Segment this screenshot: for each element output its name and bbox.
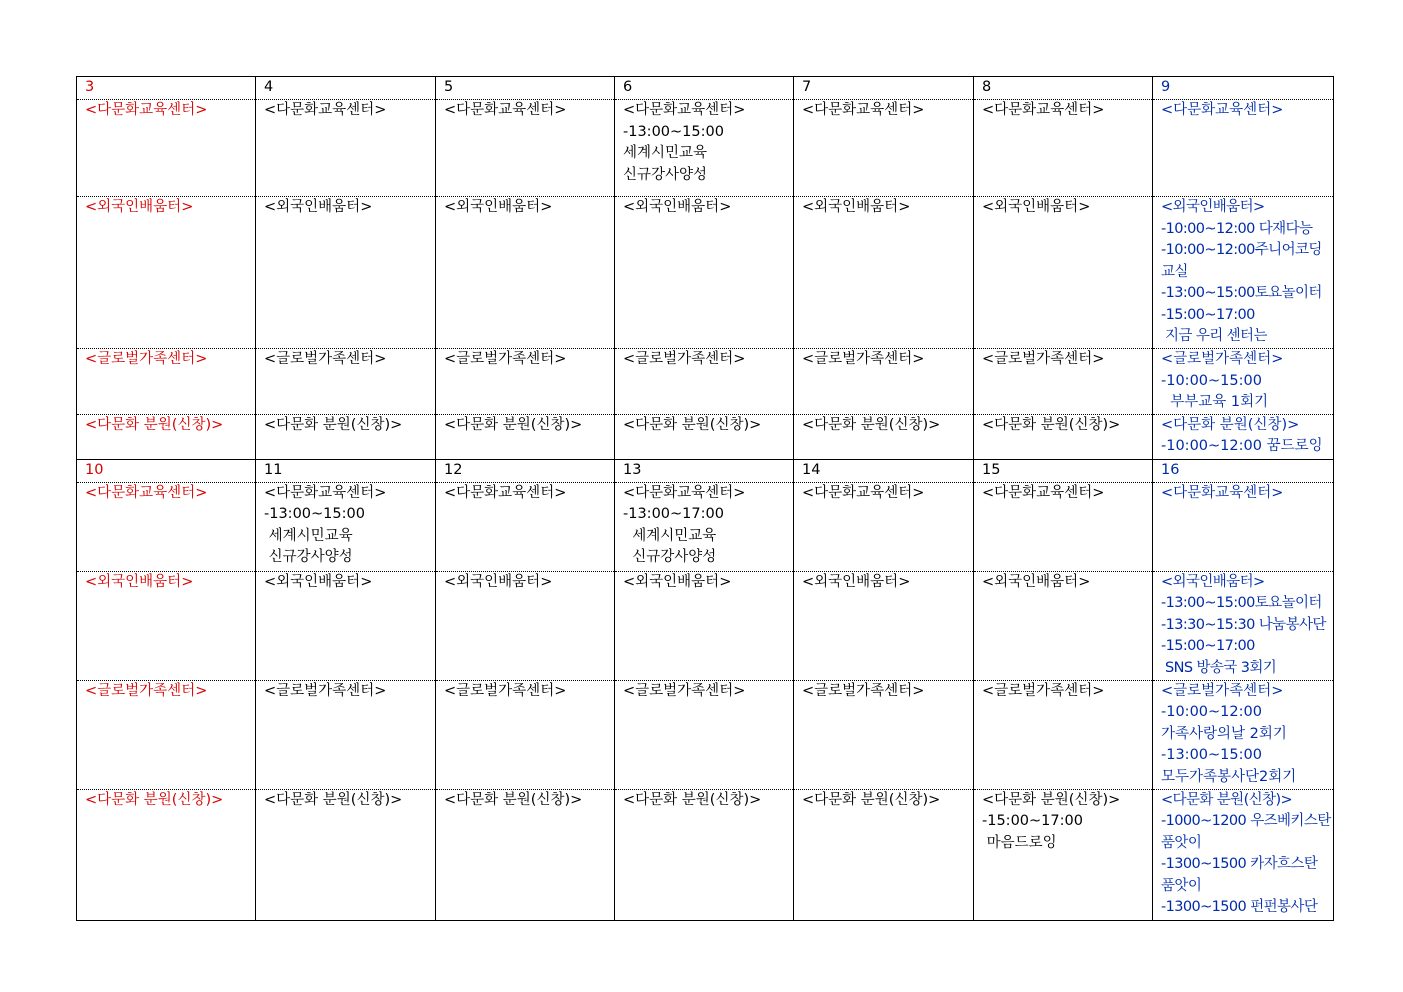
program-row bbox=[77, 680, 1334, 789]
schedule-cell bbox=[974, 680, 1153, 789]
schedule-cell bbox=[436, 789, 615, 920]
schedule-cell bbox=[77, 100, 256, 197]
program-title: <외국인배움터> bbox=[264, 573, 373, 590]
schedule-cell bbox=[615, 197, 794, 349]
program-title: <글로벌가족센터> bbox=[85, 351, 208, 367]
schedule-cell bbox=[794, 571, 974, 680]
program-title: <외국인배움터> bbox=[85, 573, 194, 590]
schedule-cell bbox=[1153, 680, 1334, 789]
program-title: <다문화교육센터> bbox=[444, 102, 567, 118]
schedule-cell bbox=[615, 680, 794, 789]
program-detail: 교실 bbox=[1161, 263, 1188, 280]
program-title: <다문화교육센터> bbox=[264, 102, 387, 118]
program-detail: -10:00~12:00주니어코딩 bbox=[1161, 242, 1322, 258]
schedule-cell bbox=[974, 414, 1153, 459]
program-title: <다문화 분원(신창)> bbox=[264, 416, 403, 433]
schedule-cell bbox=[77, 197, 256, 349]
schedule-cell bbox=[974, 571, 1153, 680]
date-cell: 5 bbox=[436, 77, 615, 100]
schedule-cell bbox=[256, 197, 436, 349]
program-title: <다문화 분원(신창)> bbox=[264, 791, 403, 808]
program-detail: -13:30~15:30 나눔봉사단 bbox=[1161, 616, 1326, 633]
program-title: <글로벌가족센터> bbox=[264, 682, 387, 699]
schedule-cell bbox=[436, 197, 615, 349]
schedule-cell bbox=[77, 414, 256, 459]
date-cell: 16 bbox=[1153, 459, 1334, 482]
program-detail: 신규강사양성 bbox=[623, 549, 717, 565]
schedule-cell bbox=[974, 789, 1153, 920]
program-detail: -13:00~15:00토요놀이터 bbox=[1161, 285, 1322, 301]
program-title: <다문화교육센터> bbox=[982, 484, 1105, 501]
schedule-cell bbox=[256, 571, 436, 680]
program-title: <다문화 분원(신창)> bbox=[85, 416, 224, 433]
program-detail: 신규강사양성 bbox=[623, 166, 708, 183]
program-detail: 부부교육 1회기 bbox=[1161, 394, 1269, 410]
program-title: <외국인배움터> bbox=[444, 573, 553, 590]
schedule-cell bbox=[77, 789, 256, 920]
schedule-cell bbox=[256, 100, 436, 197]
program-title: <다문화교육센터> bbox=[802, 484, 925, 501]
program-title: <다문화 분원(신창)> bbox=[444, 791, 583, 808]
program-row bbox=[77, 571, 1334, 680]
schedule-cell bbox=[256, 349, 436, 415]
program-detail: -13:00~15:00 bbox=[264, 506, 365, 522]
date-cell: 11 bbox=[256, 459, 436, 482]
program-detail: 마음드로잉 bbox=[982, 834, 1057, 851]
schedule-cell bbox=[436, 680, 615, 789]
schedule-cell bbox=[794, 482, 974, 571]
schedule-cell bbox=[1153, 414, 1334, 459]
date-cell: 6 bbox=[615, 77, 794, 100]
program-row bbox=[77, 197, 1334, 349]
program-title: <다문화 분원(신창)> bbox=[623, 416, 762, 433]
program-detail: -1000~1200 우즈베키스탄 bbox=[1161, 813, 1331, 829]
program-detail: 세계시민교육 bbox=[264, 527, 353, 544]
program-title: <다문화 분원(신창)> bbox=[1161, 791, 1293, 808]
schedule-cell bbox=[77, 571, 256, 680]
schedule-cell bbox=[615, 414, 794, 459]
program-title: <외국인배움터> bbox=[1161, 573, 1265, 590]
schedule-cell bbox=[974, 349, 1153, 415]
schedule-cell bbox=[1153, 571, 1334, 680]
schedule-cell bbox=[1153, 197, 1334, 349]
schedule-cell bbox=[974, 482, 1153, 571]
program-detail: -13:00~15:00 bbox=[1161, 747, 1262, 763]
schedule-cell bbox=[77, 482, 256, 571]
program-title: <다문화 분원(신창)> bbox=[85, 791, 224, 808]
program-detail: SNS 방송국 3회기 bbox=[1161, 659, 1277, 676]
date-cell: 13 bbox=[615, 459, 794, 482]
program-title: <글로벌가족센터> bbox=[982, 682, 1105, 699]
schedule-cell bbox=[1153, 100, 1334, 197]
program-title: <다문화교육센터> bbox=[623, 102, 746, 118]
program-detail: 품앗이 bbox=[1161, 834, 1202, 851]
program-title: <다문화교육센터> bbox=[1161, 484, 1284, 501]
schedule-cell bbox=[256, 789, 436, 920]
program-title: <외국인배움터> bbox=[623, 573, 732, 590]
program-detail: -10:00~15:00 bbox=[1161, 372, 1262, 389]
schedule-cell bbox=[794, 349, 974, 415]
program-title: <다문화교육센터> bbox=[85, 484, 208, 501]
schedule-cell bbox=[77, 680, 256, 789]
program-title: <외국인배움터> bbox=[1161, 199, 1265, 215]
program-title: <글로벌가족센터> bbox=[1161, 351, 1284, 367]
schedule-cell bbox=[794, 197, 974, 349]
program-row bbox=[77, 789, 1334, 920]
program-title: <다문화교육센터> bbox=[264, 484, 387, 501]
program-row bbox=[77, 349, 1334, 415]
program-row bbox=[77, 100, 1334, 197]
program-detail: 세계시민교육 bbox=[623, 145, 708, 161]
program-title: <다문화교육센터> bbox=[623, 484, 746, 501]
program-title: <다문화교육센터> bbox=[444, 484, 567, 501]
program-title: <다문화 분원(신창)> bbox=[802, 416, 941, 433]
program-title: <글로벌가족센터> bbox=[444, 682, 567, 699]
program-title: <다문화교육센터> bbox=[1161, 102, 1284, 118]
program-title: <외국인배움터> bbox=[264, 199, 373, 215]
date-cell: 4 bbox=[256, 77, 436, 100]
program-title: <글로벌가족센터> bbox=[1161, 682, 1284, 699]
schedule-cell bbox=[256, 680, 436, 789]
date-cell: 9 bbox=[1153, 77, 1334, 100]
program-row bbox=[77, 414, 1334, 459]
program-title: <외국인배움터> bbox=[85, 199, 194, 215]
program-title: <글로벌가족센터> bbox=[802, 682, 925, 699]
program-title: <글로벌가족센터> bbox=[264, 351, 387, 367]
program-detail: -15:00~17:00 bbox=[1161, 638, 1255, 654]
schedule-cell bbox=[615, 100, 794, 197]
schedule-cell bbox=[615, 482, 794, 571]
program-detail: -1300~1500 펀펀봉사단 bbox=[1161, 899, 1318, 915]
program-detail: 모두가족봉사단2회기 bbox=[1161, 768, 1297, 785]
schedule-calendar bbox=[76, 76, 1334, 921]
program-title: <글로벌가족센터> bbox=[623, 682, 746, 699]
date-cell: 8 bbox=[974, 77, 1153, 100]
program-title: <다문화 분원(신창)> bbox=[982, 416, 1121, 433]
program-detail: -13:00~15:00 bbox=[623, 123, 724, 140]
schedule-cell bbox=[1153, 789, 1334, 920]
program-title: <글로벌가족센터> bbox=[623, 351, 746, 367]
schedule-cell bbox=[256, 482, 436, 571]
schedule-cell bbox=[615, 789, 794, 920]
program-title: <글로벌가족센터> bbox=[444, 351, 567, 367]
program-title: <다문화교육센터> bbox=[85, 102, 208, 118]
schedule-cell bbox=[974, 197, 1153, 349]
program-detail: -15:00~17:00 bbox=[982, 813, 1083, 829]
program-title: <다문화교육센터> bbox=[982, 102, 1105, 118]
date-cell: 7 bbox=[794, 77, 974, 100]
program-detail: -10:00~12:00 bbox=[1161, 704, 1262, 720]
program-detail: -13:00~15:00토요놀이터 bbox=[1161, 595, 1322, 611]
program-row bbox=[77, 482, 1334, 571]
program-title: <다문화교육센터> bbox=[802, 102, 925, 118]
program-title: <글로벌가족센터> bbox=[85, 682, 208, 699]
schedule-cell bbox=[794, 789, 974, 920]
date-cell: 14 bbox=[794, 459, 974, 482]
schedule-cell bbox=[794, 680, 974, 789]
program-title: <외국인배움터> bbox=[802, 199, 911, 215]
schedule-cell bbox=[1153, 482, 1334, 571]
program-detail: 신규강사양성 bbox=[264, 549, 353, 565]
program-title: <외국인배움터> bbox=[444, 199, 553, 215]
schedule-cell bbox=[436, 100, 615, 197]
schedule-cell bbox=[436, 414, 615, 459]
week-date-row bbox=[77, 459, 1334, 482]
program-title: <다문화 분원(신창)> bbox=[444, 416, 583, 433]
program-title: <글로벌가족센터> bbox=[982, 351, 1105, 367]
schedule-cell bbox=[974, 100, 1153, 197]
program-detail: -15:00~17:00 bbox=[1161, 306, 1255, 323]
program-title: <다문화 분원(신창)> bbox=[623, 791, 762, 808]
schedule-cell bbox=[615, 349, 794, 415]
schedule-cell bbox=[794, 414, 974, 459]
date-cell: 10 bbox=[77, 459, 256, 482]
program-title: <외국인배움터> bbox=[982, 199, 1091, 215]
program-title: <외국인배움터> bbox=[982, 573, 1091, 590]
schedule-cell bbox=[436, 349, 615, 415]
schedule-cell bbox=[77, 349, 256, 415]
program-detail: 가족사랑의날 2회기 bbox=[1161, 725, 1287, 742]
date-cell: 3 bbox=[77, 77, 256, 100]
program-title: <외국인배움터> bbox=[623, 199, 732, 215]
schedule-cell bbox=[615, 571, 794, 680]
program-detail: -1300~1500 카자흐스탄 bbox=[1161, 856, 1318, 872]
program-detail: 지금 우리 센터는 bbox=[1161, 328, 1267, 344]
date-cell: 15 bbox=[974, 459, 1153, 482]
week-date-row bbox=[77, 77, 1334, 100]
program-title: <다문화 분원(신창)> bbox=[982, 791, 1121, 808]
program-title: <외국인배움터> bbox=[802, 573, 911, 590]
program-detail: -13:00~17:00 bbox=[623, 506, 724, 522]
program-detail: -10:00~12:00 꿈드로잉 bbox=[1161, 438, 1323, 454]
date-cell: 12 bbox=[436, 459, 615, 482]
program-detail: -10:00~12:00 다재다능 bbox=[1161, 220, 1313, 237]
schedule-cell bbox=[436, 482, 615, 571]
program-title: <다문화 분원(신창)> bbox=[802, 791, 941, 808]
schedule-cell bbox=[794, 100, 974, 197]
program-title: <글로벌가족센터> bbox=[802, 351, 925, 367]
schedule-cell bbox=[1153, 349, 1334, 415]
schedule-cell bbox=[256, 414, 436, 459]
program-title: <다문화 분원(신창)> bbox=[1161, 416, 1300, 433]
schedule-cell bbox=[436, 571, 615, 680]
program-detail: 세계시민교육 bbox=[623, 527, 717, 544]
program-detail: 품앗이 bbox=[1161, 877, 1202, 894]
